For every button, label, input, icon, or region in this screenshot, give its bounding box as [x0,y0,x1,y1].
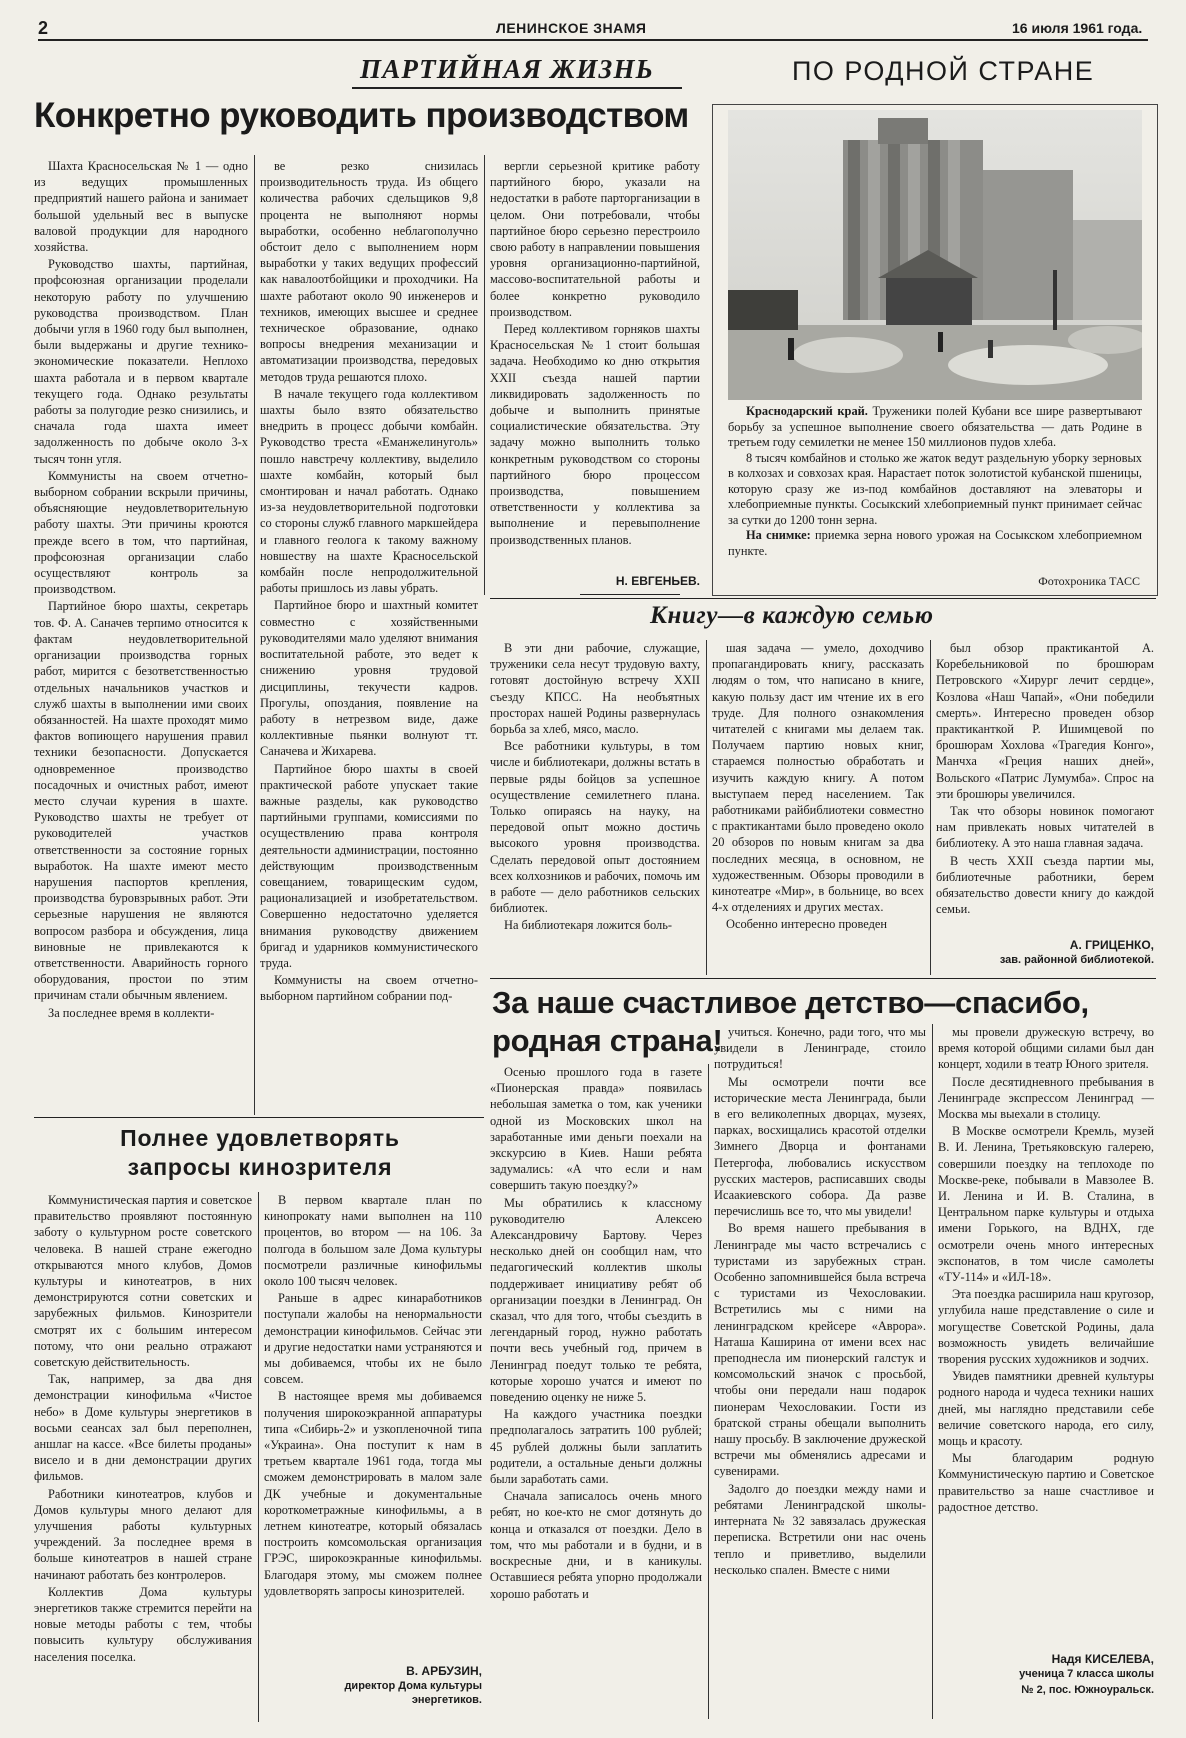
article2-paragraph: Так что обзоры новинок помогают нам привлекать новых читателей в библиотеку. А это наша главная задача. [936,804,1154,851]
article4-paragraph: Во время нашего пребывания в Ленинграде мы часто встречались с туристами из зарубежных стран. Особенно запомнившейся была встреча с туристами из Чехословакии. Встретились мы с ними на ленинградском крейсере «Аврора». Наташа Каширина от имени всех нас преподнесла им пионерский галстук и комсомольский значок с просьбой, чтобы они передали наш подарок пионерам Чехословакии. Гости из братской страны обещали выполнить нашу просьбу. В заключение дружеской встречи мы обменялись адресами и сувенирами. [714,1221,926,1479]
article4-paragraph: После десятидневного пребывания в Ленинграде экспрессом Ленинград — Москва мы выехали в столицу. [938,1074,1154,1122]
article4-paragraph: На каждого участника поездки предполагалось затратить 100 рублей; 45 рублей должны были заплатить родители, а остальные деньги должны были заработать сами. [490,1407,702,1487]
column-divider [708,1064,709,1719]
photo-caption-text-1: Труженики полей Кубани все шире развертывают борьбу за успешное выполнение своего обязательства — дать Родине в третьем году семилетки не менее 150 миллионов пудов хлеба. [728,404,1142,449]
article3-author: В. АРБУЗИН, [406,1664,482,1678]
article4-author: Надя КИСЕЛЕВА, [1051,1652,1154,1666]
article2-author: А. ГРИЦЕНКО, [1069,938,1154,952]
article1-paragraph: Коммунисты на своем отчетно-выборном собрании вскрыли причины, объясняющие неудовлетворительную работу шахты. Эти причины кроются прежде всего в том, что партийная, профсоюзная организации слабо осуществляют контроль за производством. [34,468,248,597]
column-divider [706,640,707,975]
article3-top-rule [34,1117,484,1118]
header-rule [38,39,1148,41]
section-heading-native-country: ПО РОДНОЙ СТРАНЕ [792,56,1095,86]
section-heading-party-life: ПАРТИЙНАЯ ЖИЗНЬ [360,54,654,84]
issue-date: 16 июля 1961 года. [1012,20,1143,36]
article3-paragraph: В первом квартале план по кинопрокату нами выполнен на 110 процентов, во втором — на 106. За полгода в большом зале Дома культуры посмотрели различные кинофильмы около 100 тысяч человек. [264,1193,482,1289]
article1-paragraph: За последнее время в коллекти- [48,1005,215,1020]
article2-paragraph: В честь XXII съезда партии мы, библиотечные работники, берем обязательство довести книгу до каждой семьи. [936,853,1154,917]
article1-column-3 [490,158,700,568]
grain-elevator-photo [728,110,1142,400]
article1-paragraph: Партийное бюро и шахтный комитет совместно с хозяйственными руководителями мало уделяют внимания воспитательной работе, это ведет к снижению уровня трудовой дисциплины, текучести кадров. Прогулы, опоздания, появление на работу в нетрезвом виде, даже коллективные пьянки волнуют тт. Саначева и Жихарева. [260,598,478,759]
article1-end-rule [580,594,680,595]
photo-caption [728,404,1142,559]
article3-column-2 [264,1192,482,1652]
article2-column-2 [712,640,924,975]
article1-paragraph: Партийное бюро шахты в своей практической работе упускает такие важные разделы, как руководство партийными группами, комиссиями по осуществлению права контроля деятельности администрации, постоянно действующим производственным совещанием, товарищеским судом, рационализацией и изобретательством. Совершенно недостаточно уделяется внимания руководству движением бригад и ударников коммунистического труда. [260,761,478,970]
article2-paragraph: В эти дни рабочие, служащие, труженики села несут трудовую вахту, готовят достойную встречу XXII съезду КПСС. На необъятных просторах нашей Родины развернулась борьба за хлеб, мясо, масло. [490,641,700,737]
article3-author-title: директор Дома культуры энергетиков. [344,1680,482,1706]
article4-paragraph: В Москве осмотрели Кремль, музей В. И. Ленина, Третьяковскую галерею, совершили поездку на теплоходе по Москве-реке, побывали в Мавзолее В. И. Ленина и И. В. Сталина, в Центральном парке культуры и отдыха имени Горького, на ВДНХ, где осмотрели очень много интересных экспонатов, в том числе самолеты «ТУ-114» и «ИЛ-18». [938,1124,1154,1285]
photo-caption-paragraph-3 [728,528,1142,559]
article4-paragraph: Мы благодарим родную Коммунистическую партию и Советское правительство за наше счастливое и радостное детство. [938,1451,1154,1514]
article4-paragraph: учиться. Конечно, ради того, что мы увидели в Ленинграде, стоило потрудиться! [714,1025,926,1072]
article1-paragraph: В начале текущего года коллективом шахты было взято обязательство внедрить в процесс добычи комбайн. Руководство треста «Еманжелинуголь» пошло навстречу коллективу, выделило шахте комбайн, который был смонтирован и начал работать. Однако из-за неудовлетворительной подготовки со стороны служб главного маркшейдера и главного геолога к такому важному новшеству на шахте Красносельской комбайн после непродолжительной работы пришлось из лавы убрать. [260,386,478,596]
article2-title: Книгу—в каждую семью [650,602,934,629]
photo-credit: Фотохроника ТАСС [1038,574,1140,588]
article2-column-3 [936,640,1154,930]
article2-paragraph: шая задача — умело, доходчиво пропагандировать книгу, рассказать людям о том, что написано в книге, какую пользу даст им чтение их в его труде. Для полного ознакомления читателей с книгами мы делаем так. Получаем партию новых книг, стараемся полностью обработать и изучить каждую книгу. А потом выступаем перед населением. Так работниками райбиблиотеки совместно с практикантами было проведено около 20 обзоров по новым книгам за два последних месяца, в основном, не художественным. Обзоры проводили в кинотеатре «Мир», в больнице, во всех 4-х отделениях и других местах. [712,641,924,915]
article2-column-1 [490,640,700,975]
article4-paragraph: Задолго до поездки между нами и ребятами Ленинградской школы-интерната № 32 завязалась дружеская переписка. Встретили они нас очень тепло и приветливо, выделили несколько спален. Вместе с ними [714,1481,926,1577]
article3-paragraph: Работники кинотеатров, клубов и Домов культуры много делают для улучшения работы культурных учреждений. За последнее время в больше кинотеатров в нашей стране начинают работать без контролеров. [34,1486,252,1582]
article4-paragraph: Увидев памятники древней культуры родного народа и чудеса техники наших дней, мы наглядно представили себе величие советского народа, его силу, мощь и красоту. [938,1369,1154,1449]
article2-paragraph: Все работники культуры, в том числе и библиотекари, должны встать в первые ряды бойцов за успешное осуществление семилетнего плана. Только опираясь на науку, на передовой опыт можно достичь высокого уровня производства. Сделать передовой опыт достоянием всех колхозников и рабочих, помочь им в работе — дело работников сельских библиотек. [490,739,700,916]
article1-author: Н. ЕВГЕНЬЕВ. [615,574,700,588]
photo-caption-lead-2: На снимке: [746,528,811,542]
article4-paragraph: Осенью прошлого года в газете «Пионерская правда» появилась небольшая заметка о том, как ученики одной из Московских школ на заработанные ими деньги поехали на экскурсию в Киев. Наши ребята задумались: «А что если и нам совершить такую поездку?» [490,1065,702,1193]
article3-paragraph: Так, например, за два дня демонстрации кинофильма «Чистое небо» в Доме культуры энергетиков в восьми сеансах зал был переполнен, аншлаг на кассе. «Все билеты проданы» висело и в дни демонстрации других фильмов. [34,1372,252,1484]
article3-paragraph: Раньше в адрес кинаработников поступали жалобы на ненормальности демонстрации кинофильмов. Сейчас эти и другие недостатки нами устраняются и мы добиваемся, чтобы их не было совсем. [264,1291,482,1387]
article4-author-note-1: ученица 7 класса школы [1019,1668,1154,1680]
article4-paragraph: Эта поездка расширила наш кругозор, углубила наше представление о силе и могуществе Советской Родины, дала возможность увидеть величайшие творения русских художников и зодчих. [938,1287,1154,1367]
article4-paragraph: Мы осмотрели почти все исторические места Ленинграда, были в его великолепных дворцах, музеях, парках, восхищались красотой отделки Зимнего Дворца и фонтанами Петергофа, любовались искусством русских мастеров, расписавших своды Исаакиевского собора. Да разве перечислишь все то, что мы увидели! [714,1074,926,1219]
article1-paragraph: Перед коллективом горняков шахты Красносельская № 1 стоит большая задача. Необходимо ко дню открытия XXII съезда нашей партии ликвидировать задолженность по добыче и выполнить принятые социалистические обязательства. Эту задачу можно выполнить только конкретным руководством со стороны партийного бюро процессом производства, повышением ответственности у коллектива за выполнение и перевыполнение производственных планов. [490,322,700,547]
article3-paragraph: В настоящее время мы добиваемся получения широкоэкранной аппаратуры типа «Сибирь-2» и узкопленочной типа «Украина». Она поступит к нам в третьем квартале 1961 года, тогда мы сможем демонстрировать в малом зале ДК учебные и документальные короткометражные кинофильмы, а в летнем кинотеатре, который обязалась построить комсомольская организация ГРЭС, широкоэкранные кинофильмы. Благодаря этому, мы сможем полнее удовлетворять запросы кинозрителей. [264,1389,482,1598]
column-divider [484,155,485,595]
article4-paragraph: Мы обратились к классному руководителю Алексею Александровичу Бартову. Через несколько дней он сообщил нам, что педагогический коллектив школы поддерживает инициативу ребят об организации поездки в Ленинград. Он сказал, что для того, чтобы съездить в легендарный город, нужно работать почти весь учебный год, причем в Ленинград поедут только те ребята, которые хорошо учатся и имеют по поведению оценку не ниже 5. [490,1195,702,1405]
article2-top-rule [490,598,1156,599]
article2-author-title: зав. районной библиотекой. [999,954,1154,966]
article2-paragraph: Особенно интересно проведен [726,917,888,932]
article4-column-3 [938,1024,1154,1634]
column-divider [258,1192,259,1722]
article1-column-1 [34,158,248,1113]
article1-title: Конкретно руководить производством [34,96,689,135]
article4-title: За наше счастливое детство—спасибо, родная страна! [492,985,1089,1058]
page-number: 2 [38,18,49,38]
article4-paragraph: мы провели дружескую встречу, во время которой общими силами был дан концерт, ходили в театр Юного зрителя. [938,1025,1154,1072]
article3-column-1 [34,1192,252,1722]
newspaper-title: ЛЕНИНСКОЕ ЗНАМЯ [496,20,647,36]
article1-paragraph: вергли серьезной критике работу партийного бюро, указали на недостатки в работе парторганизации в целом. Они потребовали, чтобы партийное бюро серьезно перестроило свою работу в направлении повышения уровня организационно-партийной, массово-воспитательной работы и более конкретно руководило производством. [490,159,700,319]
article1-paragraph: ве резко снизилась производительность труда. Из общего количества рабочих сдельщиков 9,8 процента не выполняют нормы выработки, особенно неблагополучно обстоит дело с выполнением норм выработки у таких ведущих профессий как навалоотбойщики и проходчики. На шахте работают около 90 инженеров и техников, имеющих высшее и среднее техническое образование, однако вопросы внедрения механизации и автоматизации производства, передовых методов труда решаются плохо. [260,159,478,384]
article1-paragraph: Руководство шахты, партийная, профсоюзная организации проделали некоторую работу по улучшению руководства производством. План добычи угля в 1960 году был выполнен, были выдержаны и другие технико-экономические показатели. Неплохо шахта работала и в первом квартале текущего года. Однако результаты работы за полугодие резко снизились, и сначала года шахта имеет задолженность по добыче около 3-х тысяч тонн угля. [34,257,248,466]
party-life-underline [352,87,682,89]
article3-paragraph: Коммунистическая партия и советское правительство проявляют постоянную заботу о культурном росте советского человека. В нашей стране ежегодно открываются много клубов, Домов культуры и кинотеатров, в них демонстрируются сотни советских и зарубежных фильмов. Кинозрители смотрят их с большим интересом потому, что они реально отражают советскую действительность. [34,1193,252,1370]
article4-author-note-2: № 2, пос. Южноуральск. [1021,1684,1154,1696]
article3-title: Полнее удовлетворять запросы кинозрителя [120,1125,400,1180]
article1-paragraph: Партийное бюро шахты, секретарь тов. Ф. А. Саначев терпимо относится к фактам неудовлетворительной организации производства горных работ, мирится с безответственностью отдельных начальников участков и служб шахты в выполнении ими своих обязанностей. На шахте проходят мимо фактов вопиющего нарушения правил техники безопасности. Допускается одновременное производство посадочных и очистных работ, имеют место случаи курения в шахте. Руководство шахты не требует от руководителей участков ответственности за состояние горных выработок. На шахте имеют место нарушения паспортов крепления, производства буровзрывных работ. Эти серьезные нарушения не являются вопросом разбора и обсуждения, лица виновные не привлекаются к ответственности. Аварийность горного оборудования, простои по этим причинам стали обычным явлением. [34,599,248,1003]
article4-column-1 [490,1064,702,1719]
article1-column-2 [260,158,478,1113]
photo-caption-lead: Краснодарский край. [746,404,868,418]
article2-bottom-rule [490,978,1156,979]
column-divider [932,1024,933,1719]
article2-paragraph: был обзор практикантой А. Коребельниковой по брошюрам Петровского «Хирург лечит сердце», Козлова «Наш Чапай», «Они победили смерть». Интересно проведен обзор практиканткой Р. Ишимцевой по брошюрам Хохлова «Трагедия Конго», Манчха «Греция наших дней», Вольского «Патрис Лумумба». Спрос на эти брошюры увеличился. [936,641,1154,801]
photo-caption-paragraph-2: 8 тысяч комбайнов и столько же жаток ведут раздельную уборку зерновых в колхозах и совхозах края. Нарастает поток золотистой кубанской пшеницы, которую сразу же из-под комбайнов доставляют на элеваторы и хлебоприемные пункты. Сосыкский хлебоприемный пункт принимает сейчас за сутки до 1200 тонн зерна. [728,450,1142,527]
article4-paragraph: Сначала записалось очень много ребят, но кое-кто не смог дотянуть до конца и отказался от поездки. Дело в том, что мы работали и в будни, и в воскресные дни, и в каникулы. Оставшиеся ребята упорно продолжали хорошо работать и [490,1489,702,1601]
article2-paragraph: На библиотекаря ложится боль- [504,918,672,933]
article1-paragraph: Шахта Красносельская № 1 — одно из ведущих промышленных предприятий нашего района и занимает большой удельный вес в выпуске валовой продукции для народного хозяйства. [34,159,248,255]
article3-paragraph: Коллектив Дома культуры энергетиков также стремится перейти на новые методы работы с тем, чтобы повысить культуру обслуживания населения поселка. [34,1584,252,1664]
photo-caption-paragraph-1 [728,404,1142,451]
article1-paragraph: Коммунисты на своем отчетно-выборном партийном собрании под- [260,973,478,1004]
column-divider [254,155,255,1115]
article4-column-2 [714,1024,926,1719]
photo-caption-text-3: приемка зерна нового урожая на Сосыкском хлебоприемном пункте. [728,528,1142,558]
column-divider [930,640,931,975]
